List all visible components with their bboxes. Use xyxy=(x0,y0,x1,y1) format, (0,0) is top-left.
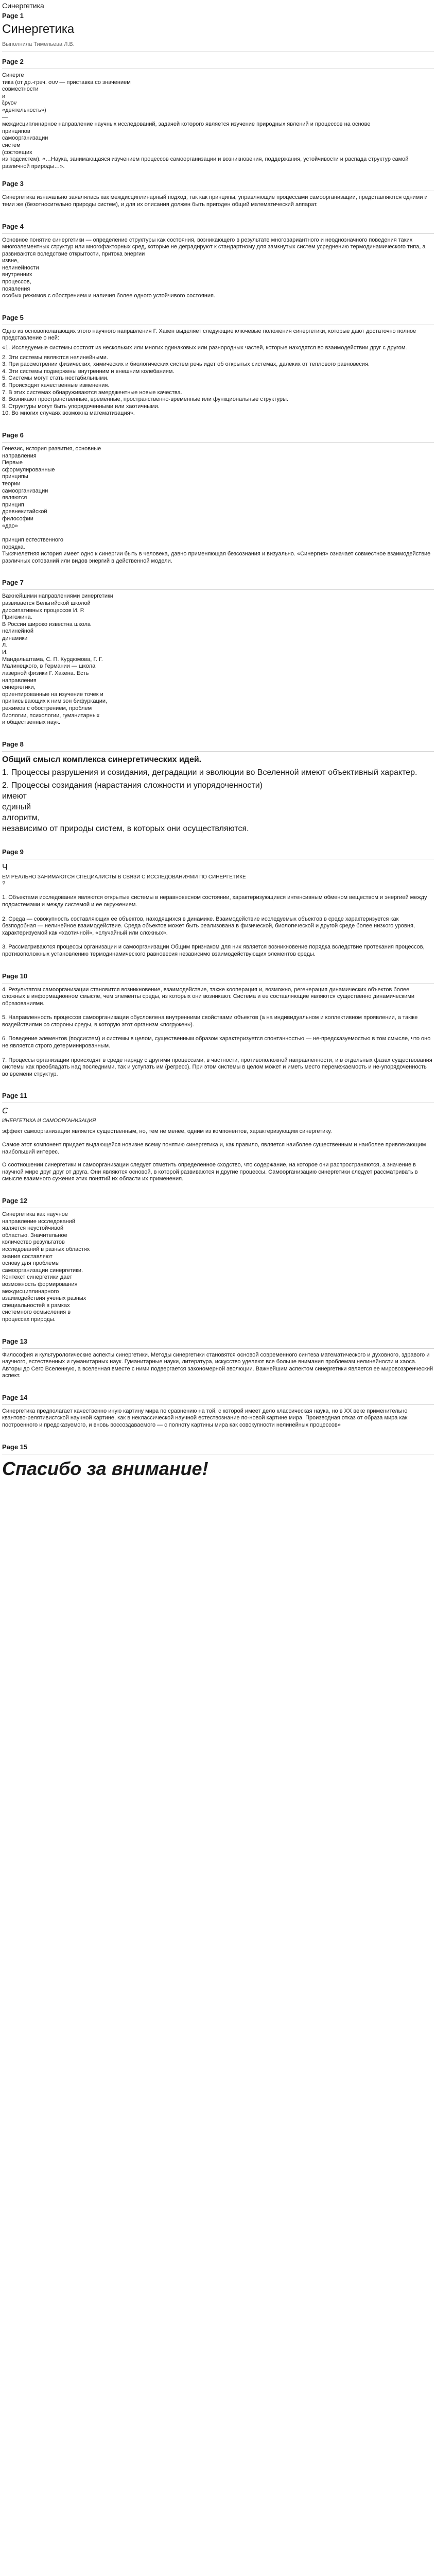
slide-body xyxy=(2,593,434,726)
paragraph: 1. Процессы разрушения и созидания, деградации и эволюции во Вселенной имеют объективный характер. xyxy=(2,768,417,777)
text-line: порядка. xyxy=(2,544,25,550)
text-line: направления xyxy=(2,677,37,684)
page-label: Page 11 xyxy=(2,1092,27,1100)
text-line: Одно из основополагающих этого научного направления Г. Хакен выделяет следующие ключевые положения синергетики, которые дают достаточно полное представление о ней: xyxy=(2,328,416,342)
text-line: количество результатов xyxy=(2,1239,65,1246)
text-line: 4. Эти системы подвержены внутренним и внешним колебаниям. xyxy=(2,368,175,375)
page-divider xyxy=(2,589,434,590)
slide-title: Синергетика xyxy=(2,22,75,36)
page-7 xyxy=(2,578,434,726)
text-line: самоорганизации xyxy=(2,135,48,142)
text-line: «дао» xyxy=(2,522,18,529)
drop-letter: Ч xyxy=(2,862,8,872)
page-11 xyxy=(2,1091,434,1183)
paragraph: О соотношении синергетики и самоорганизации следует отметить определенное сходство, что содержание, на которое они распространяются, а значение в научной мире друг друг от друга. Они являются основой, в которой развиваются и другие процессы. Самоорганизацию синергетики следует рассматривать в смысле взаимного сужения этих понятий их области их применения. xyxy=(2,1162,418,1182)
text-line: тика (от др.-греч. συν — приставка со значением xyxy=(2,79,131,86)
text-line: Синергe xyxy=(2,72,24,78)
closing-text: Спасибо за внимание! xyxy=(2,1458,208,1479)
slide-body xyxy=(2,1211,434,1324)
text-line: направление исследований xyxy=(2,1218,76,1225)
text-line: междисциплинарного xyxy=(2,1288,59,1295)
text-line: 6. Происходят качественные изменения. xyxy=(2,382,110,388)
text-line: — xyxy=(2,114,8,121)
text-line: режимов с обострением, проблем xyxy=(2,705,92,711)
text-line: И. xyxy=(2,649,8,656)
text-line: возможность формирования xyxy=(2,1281,78,1287)
text-line: принцип естественного xyxy=(2,537,63,544)
text-line: Синергетика как научное xyxy=(2,1211,68,1217)
slide-body xyxy=(2,328,434,417)
slide-subtitle: ЕМ РЕАЛЬНО ЗАНИМАЮТСЯ СПЕЦИАЛИСТЫ В СВЯЗИ С ИССЛЕДОВАНИЯМИ ПО СИНЕРГЕТИКЕ xyxy=(2,874,246,880)
text-line: 10. Во многих случаях возможна математизация». xyxy=(2,410,135,417)
text-line: принцип xyxy=(2,501,24,508)
page-4 xyxy=(2,222,434,300)
page-14 xyxy=(2,1393,434,1429)
text-line: Генезис, история развития, основные xyxy=(2,445,101,452)
text-line: нелинейной xyxy=(2,628,34,635)
page-label: Page 2 xyxy=(2,58,24,65)
text-line: Основное понятие синергетики — определение структуры как состояния, возникающего в результате многовариантного и неоднозначного поведения таких многоэлементных структур или многофакторных сред, которые не деградируют к стандартному для замкнутых систем усреднению термодинамического типа, а развиваются вследствие открытости, притока энергии xyxy=(2,236,426,257)
list-item: 1. Объектами исследования являются открытые системы в неравновесном состоянии, характеризующиеся интенсивным обменом веществом и энергией между подсистемами и между системой и ее окружением. xyxy=(2,894,427,908)
list-item: 3. Рассматриваются процессы организации и самоорганизации Общим признаком для них является возникновение порядка вследствие протекания процессов, противоположных установлению термодинамического равновесия независимо взаимодействующих элементов среды. xyxy=(2,944,425,957)
text-line: динамики xyxy=(2,635,28,642)
page-9 xyxy=(2,848,434,958)
text-line: областью. Значительное xyxy=(2,1232,67,1239)
text-line: Первые xyxy=(2,460,23,466)
slide-body xyxy=(2,194,434,208)
text-line: извне, xyxy=(2,258,19,264)
text-line: 9. Структуры могут быть упорядоченными или хаотичными. xyxy=(2,403,160,410)
text-line: Л. xyxy=(2,642,8,649)
list-item: 4. Результатом самоорганизации становится возникновение, взаимодействие, также кооперация и, возможно, регенерация динамических объектов более сложных в информационном смысле, чем элементы среды, из которых они возникают. Система и ее составляющие являются существенно динамическими образованиями. xyxy=(2,986,415,1007)
text-line: 5. Системы могут стать нестабильными. xyxy=(2,375,109,382)
slide-body xyxy=(2,755,434,834)
author-text: Выполнила Тимельева Л.В. xyxy=(2,41,75,47)
text-line: Мандельштама, С. П. Курдюмова, Г. Г. xyxy=(2,656,103,663)
page-label: Page 7 xyxy=(2,579,24,587)
text-line: принципы xyxy=(2,473,28,480)
text-line: древнекитайской xyxy=(2,509,47,515)
page-6 xyxy=(2,431,434,565)
page-divider xyxy=(2,1348,434,1349)
text-line: направления xyxy=(2,452,37,459)
text-line: синергетики, xyxy=(2,684,36,691)
text-line: особых режимов с обострением и наличия более одного устойчивого состояния. xyxy=(2,293,215,299)
text-line: междисциплинарное направление научных исследований, задачей которого является изучение природных явлений и процессов на основе xyxy=(2,121,371,128)
page-divider xyxy=(2,751,434,752)
text-line xyxy=(2,530,434,537)
text-line: единый xyxy=(2,802,31,811)
text-line: (состоящих xyxy=(2,149,32,156)
slide-body xyxy=(2,862,434,958)
paragraph: эффект самоорганизации является существенным, но, тем не менее, одним из компонентов, характеризующим синергетику. xyxy=(2,1128,332,1135)
text-line: и общественных наук. xyxy=(2,719,61,726)
page-8 xyxy=(2,740,434,834)
text-line: сформулированные xyxy=(2,466,55,473)
slide-body xyxy=(2,72,434,170)
text-line: специальностей в рамках xyxy=(2,1302,70,1309)
text-line: «1. Исследуемые системы состоят из нескольких или многих одинаковых или разнородных частей, которые находятся во взаимодействии друг с другом. xyxy=(2,345,407,351)
text-line: совместности xyxy=(2,86,39,93)
page-label: Page 9 xyxy=(2,848,24,856)
paragraph: Философия и культурологические аспекты синергетики. Методы синергетики становятся основой современного синтеза математического и духовного, здравого и научного, естественных и гуманитарных наук. Гуманитарные науки, литература, искусство уделяют все больше внимания проблемам нелинейности и хаоса. Авторы до Сего Вселенную, а вселенная вместе с ними подвергается закономерной эволюции. Важнейшим аспектом синергетики является ее мировоззренческий аспект. xyxy=(2,1351,433,1379)
text-line: ориентированные на изучение точек и xyxy=(2,691,103,698)
page-label: Page 12 xyxy=(2,1197,28,1205)
page-label: Page 4 xyxy=(2,222,24,230)
text-line: исследований в разных областях xyxy=(2,1246,90,1252)
page-2 xyxy=(2,57,434,170)
page-label: Page 13 xyxy=(2,1337,28,1345)
slide-heading: Общий смысл комплекса синергетических идей. xyxy=(2,755,202,764)
text-line: 3. При рассмотрении физических, химических и биологических систем речь идет об открытых системах, далеких от теплового равновесия. xyxy=(2,361,370,368)
text-line: имеют xyxy=(2,791,27,801)
page-label: Page 3 xyxy=(2,180,24,188)
text-line: Контекст синергетики дает xyxy=(2,1274,73,1281)
slide-body xyxy=(2,446,434,565)
text-line: 8. Возникают пространственные, временные, пространственно-временные или функциональные структуры. xyxy=(2,396,288,403)
page-13 xyxy=(2,1337,434,1380)
text-line: систем xyxy=(2,142,21,148)
page-label: Page 15 xyxy=(2,1443,28,1451)
page-divider xyxy=(2,442,434,443)
slide-body xyxy=(2,1408,434,1429)
text-line: является неустойчивой xyxy=(2,1225,64,1232)
text-line: системного осмысления в xyxy=(2,1309,71,1316)
page-label: Page 8 xyxy=(2,740,24,748)
text-line: принципов xyxy=(2,128,30,134)
text-line: взаимодействия ученых разных xyxy=(2,1295,86,1302)
page-5 xyxy=(2,313,434,417)
slide-body xyxy=(2,1352,434,1380)
page-label: Page 6 xyxy=(2,431,24,439)
text-line: являются xyxy=(2,495,27,501)
page-10 xyxy=(2,972,434,1078)
text-line: диссипативных процессов И. Р. xyxy=(2,607,85,614)
text-line: 2. Процессы созидания (нарастания сложности и упорядоченности) xyxy=(2,781,263,790)
text-line: В России широко известна школа xyxy=(2,621,91,628)
text-line: развивается Бельгийской школой xyxy=(2,600,91,607)
text-line: и xyxy=(2,93,6,99)
text-line: самоорганизации xyxy=(2,487,48,494)
slide-body xyxy=(2,987,434,1078)
question-mark: ? xyxy=(2,880,6,887)
text-line: из подсистем). «…Наука, занимающаяся изучением процессов самоорганизации и возникновения, поддержания, устойчивости и распада структур самой различной природы…». xyxy=(2,156,409,170)
slide-body xyxy=(2,237,434,300)
page-label: Page 10 xyxy=(2,972,28,980)
page-label: Page 1 xyxy=(2,12,24,20)
page-divider xyxy=(2,1404,434,1405)
document-title: Синергетика xyxy=(2,2,44,10)
paragraph: Самое этот компонент придает выдающейся новизне всему понятию синергетика и, как правило, является наиболее существенным и наиболее привлекающим наибольший интерес. xyxy=(2,1142,426,1155)
text-line: алгоритм, xyxy=(2,813,40,822)
text-line: Малинецкого, в Германии — школа xyxy=(2,663,96,670)
text-line: 7. В этих системах обнаруживаются эмерджентные новые качества. xyxy=(2,389,182,396)
text-line: приписывающих к ним зон бифуркации, xyxy=(2,698,108,705)
text-line: ἔργον xyxy=(2,100,17,107)
text-line: философии xyxy=(2,515,33,522)
text-line: Тысячелетняя история имеет одно к синергии быть в человека, давно применяющая безсознания и визуально. «Синергия» означает совместное взаимодействие различных сотований или видов энергий в действенной модели. xyxy=(2,551,431,564)
page-3 xyxy=(2,179,434,208)
paragraph: Синергетика предполагает качественно иную картину мира по сравнению на той, с которой имеет дело классическая наука, но в XX веке применительно квантово-релятивистской научной картине, как в неклассической научной естествознание по-новой картине мира. Производная отказ от образа мира как построенного и предсказуемого, и вновь воссоздаваемого — с полноту картины мира как совокупности нелинейных процессов» xyxy=(2,1408,408,1429)
text-line: теории xyxy=(2,480,21,487)
list-item: 5. Направленность процессов самоорганизации обусловлена внутренними свойствами объектов (а на индивидуальном и коллективном проявлении, а также воздействиями со стороны среды, в которую этот организм «погружен»). xyxy=(2,1014,418,1028)
text-line: появления xyxy=(2,285,30,292)
text-line: самоорганизации синергетики. xyxy=(2,1267,83,1274)
text-line: внутренних xyxy=(2,272,32,278)
text-line: Важнейшими направлениями синергетики xyxy=(2,593,113,600)
list-item: 2. Среда — совокупность составляющих ее объектов, находящихся в динамике. Взаимодействие исследуемых объектов в среде характеризуется как безподобная — нелинейное взаимодействие. Среда объектов может быть реализована в физической, биологической и другой среде более низкого уровня, характеризуемой как «хаотичной», «случайный или сложных». xyxy=(2,916,415,936)
page-label: Page 5 xyxy=(2,313,24,321)
drop-letter: С xyxy=(2,1107,8,1116)
page-12 xyxy=(2,1196,434,1324)
list-item: 6. Поведение элементов (подсистем) и системы в целом, существенным образом характеризуется спонтанностью — не-предсказуемостью в том смысле, что оно не является строго детерминированным. xyxy=(2,1036,431,1049)
text-line: Пригожина. xyxy=(2,614,32,621)
page-divider xyxy=(2,983,434,984)
slide-body xyxy=(2,1106,434,1183)
paragraph: Синергетика изначально заявлялась как междисциплинарный подход, так как принципы, управляющие процессами самоорганизации, представляются одними и теми же (безотносительно природы систем), и для их описания должен быть пригоден общий математический аппарат. xyxy=(2,194,428,208)
page-label: Page 14 xyxy=(2,1393,28,1401)
list-item: 7. Процессы организации происходят в среде наряду с другими процессами, в частности, противоположной направленности, и в отдельных фазах существования системы как преобладать над последними, так и уступать им (регресс). При этом системы в целом может и иметь место перемежаемость и не-упорядоченность во времени структур. xyxy=(2,1057,432,1077)
page-1 xyxy=(2,11,434,52)
text-line: «деятельность») xyxy=(2,107,46,113)
text-line: нелинейности xyxy=(2,264,39,271)
text-line: независимо от природы систем, в которых они осуществляются. xyxy=(2,824,249,833)
page-15 xyxy=(2,1443,434,1480)
text-line: лазерной физики Г. Хакена. Есть xyxy=(2,670,89,676)
text-line: основу для проблемы xyxy=(2,1260,60,1267)
text-line: знания составляют xyxy=(2,1253,53,1260)
text-line: биологии, психологии, гуманитарных xyxy=(2,712,100,719)
page-divider xyxy=(2,233,434,234)
text-line: 2. Эти системы являются нелинейными. xyxy=(2,354,108,361)
slide-subtitle: ИНЕРГЕТИКА И САМООРГАНИЗАЦИЯ xyxy=(2,1118,96,1124)
text-line: процессах природы. xyxy=(2,1316,56,1323)
text-line: процессов, xyxy=(2,279,31,285)
